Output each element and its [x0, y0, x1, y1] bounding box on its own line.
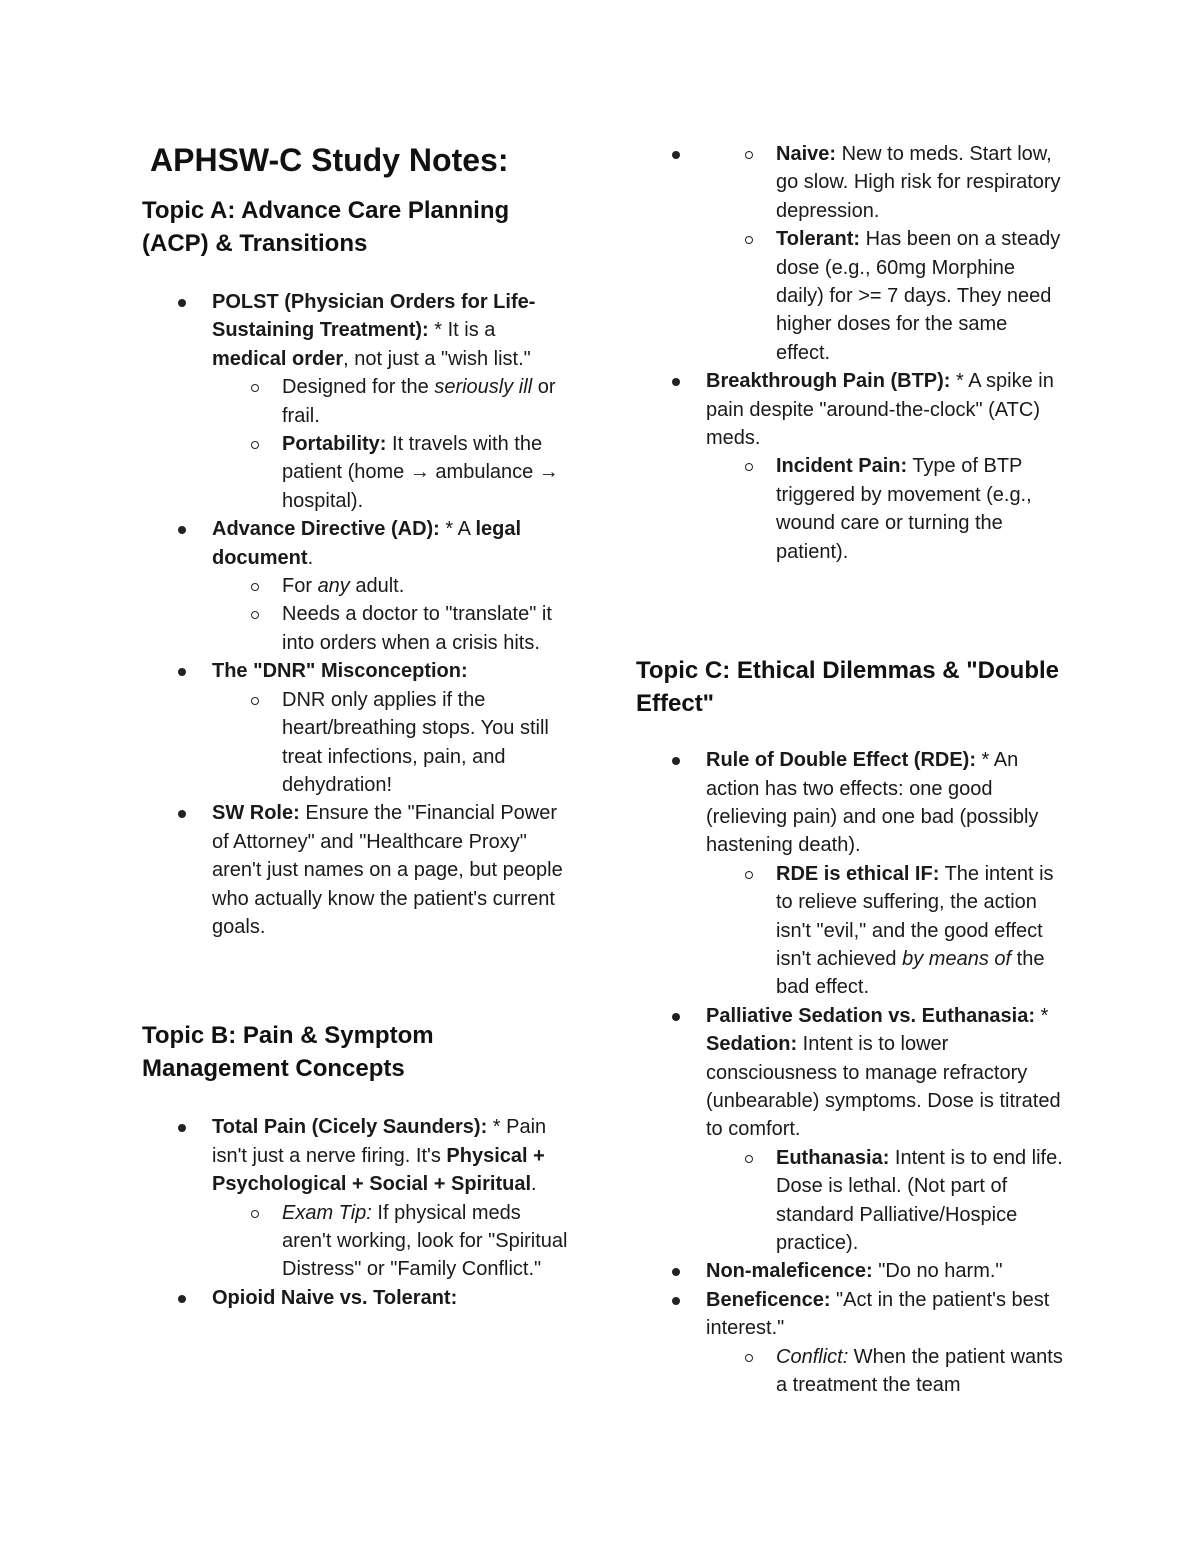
- list-item-tolerant: [706, 225, 1066, 367]
- list-item-ad-any: [212, 572, 572, 600]
- total-pain-text: * Pain isn't just a nerve firing. It's: [212, 1116, 547, 1167]
- polst-label: POLST (Physician Orders for Life-Sustaining Treatment):: [212, 291, 536, 342]
- rde-sublist: [636, 860, 1066, 1002]
- list-item-ad-translate: Needs a doctor to "translate" it into orders when a crisis hits.: [212, 600, 572, 657]
- total-pain-text-end: .: [531, 1173, 537, 1196]
- document-title: APHSW-C Study Notes:: [150, 142, 509, 178]
- sub-text-end: adult.: [349, 575, 405, 598]
- topic-b-list-continued: [636, 140, 1066, 566]
- list-item-incident-pain: [706, 452, 1066, 566]
- euthanasia-label: Euthanasia:: [776, 1146, 890, 1169]
- incident-pain-text: Type of BTP triggered by movement (e.g., wound care or turning the patient).: [776, 455, 1032, 563]
- list-item-beneficence: [636, 1286, 1066, 1400]
- rde-ethical-text-end: the bad effect.: [776, 947, 1045, 999]
- list-item-sedation: [636, 1002, 1066, 1258]
- list-item-non-maleficence: [636, 1257, 1066, 1285]
- dnr-label: The "DNR" Misconception:: [212, 660, 468, 683]
- list-item-ad: [142, 515, 572, 657]
- right-column: [636, 140, 1066, 1399]
- rde-label: Rule of Double Effect (RDE):: [706, 749, 976, 772]
- topic-a-list: [142, 288, 572, 941]
- list-item-total-pain: [142, 1113, 572, 1283]
- btp-label: Breakthrough Pain (BTP):: [706, 370, 951, 393]
- sw-label: SW Role:: [212, 802, 300, 825]
- polst-bold: medical order: [212, 347, 344, 370]
- sedation-bold: Sedation:: [706, 1033, 798, 1056]
- sedation-text-end: Intent is to lower consciousness to manage refractory (unbearable) symptoms. Dose is titrated to comfort.: [706, 1033, 1061, 1141]
- list-item-opioid: [142, 1284, 572, 1312]
- polst-text: * It is a: [428, 319, 496, 342]
- rde-text: * An action has two effects: one good (relieving pain) and one bad (possibly hastening death).: [706, 749, 1039, 857]
- topic-a-heading: Topic A: Advance Care Planning (ACP) & Transitions: [142, 197, 510, 257]
- topic-b-list: [142, 1113, 572, 1312]
- list-item-polst-designed: [212, 373, 572, 430]
- topic-b-heading: Topic B: Pain & Symptom Management Concepts: [142, 1022, 434, 1083]
- list-item-euthanasia: [706, 1144, 1066, 1258]
- list-item-rde-ethical: [706, 860, 1066, 1002]
- list-item-exam-tip: [212, 1199, 572, 1284]
- exam-tip-label: Exam Tip:: [282, 1201, 372, 1224]
- list-item-polst-portability: [212, 430, 572, 515]
- btp-text: * A spike in pain despite "around-the-clock" (ATC) meds.: [706, 370, 1054, 450]
- dnr-sublist: [142, 686, 572, 800]
- ad-bold: legal document: [212, 518, 522, 569]
- ad-sublist: [142, 572, 572, 657]
- rde-ethical-emphasis: by means of: [902, 947, 1012, 970]
- spacer: [636, 566, 1066, 654]
- nonmal-label: Non-maleficence:: [706, 1260, 873, 1283]
- sub-emphasis: seriously ill: [434, 376, 533, 399]
- nonmal-text: "Do no harm.": [872, 1260, 1003, 1283]
- naive-text: New to meds. Start low, go slow. High risk for respiratory depression.: [776, 143, 1061, 222]
- tolerant-text: Has been on a steady dose (e.g., 60mg Morphine daily) for >= 7 days. They need higher doses for the same effect.: [776, 228, 1061, 364]
- benef-text: "Act in the patient's best interest.": [706, 1288, 1050, 1340]
- list-item-rde: [636, 746, 1066, 1002]
- sedation-sublist: [636, 1144, 1066, 1258]
- sw-text: Ensure the "Financial Power of Attorney" and "Healthcare Proxy" aren't just names on a page, but people who actually know the patient's current goals.: [212, 802, 563, 938]
- opioid-sublist: [636, 140, 1066, 367]
- list-item-conflict: [706, 1343, 1066, 1400]
- total-pain-bold: Physical + Psychological + Social + Spiritual: [212, 1144, 545, 1196]
- exam-tip-text: If physical meds aren't working, look for "Spiritual Distress" or "Family Conflict.": [282, 1201, 568, 1281]
- polst-text-end: , not just a "wish list.": [343, 347, 531, 370]
- total-pain-sublist: [142, 1199, 572, 1284]
- list-item-opioid-continued: [636, 140, 1066, 367]
- btp-sublist: [636, 452, 1066, 566]
- sedation-text: *: [1035, 1004, 1049, 1027]
- opioid-label: Opioid Naive vs. Tolerant:: [212, 1286, 458, 1309]
- list-item-sw-role: [142, 799, 572, 941]
- list-item-polst: [142, 288, 572, 515]
- sub-text: Designed for the: [282, 376, 435, 399]
- left-column: [142, 140, 572, 1312]
- benef-sublist: [636, 1343, 1066, 1400]
- sub-emphasis: any: [317, 575, 350, 598]
- conflict-label: Conflict:: [776, 1345, 849, 1368]
- list-item-dnr: [142, 657, 572, 799]
- sub-text: For: [282, 575, 318, 598]
- total-pain-label: Total Pain (Cicely Saunders):: [212, 1116, 488, 1139]
- rde-ethical-text: The intent is to relieve suffering, the action isn't "evil," and the good effect isn't achieved: [776, 862, 1054, 970]
- spacer: [142, 941, 572, 1019]
- list-item-dnr-applies: DNR only applies if the heart/breathing stops. You still treat infections, pain, and dehydration!: [212, 686, 572, 800]
- ad-text: * A: [439, 518, 476, 541]
- topic-c-list: [636, 746, 1066, 1399]
- euthanasia-text: Intent is to end life. Dose is lethal. (Not part of standard Palliative/Hospice practice).: [776, 1146, 1063, 1254]
- sub-text: It travels with the patient (home → ambulance → hospital).: [282, 433, 559, 512]
- ad-text-end: .: [307, 546, 314, 569]
- rde-ethical-label: RDE is ethical IF:: [776, 862, 940, 885]
- sedation-label: Palliative Sedation vs. Euthanasia:: [706, 1004, 1036, 1027]
- sub-text-end: or frail.: [282, 376, 556, 427]
- tolerant-label: Tolerant:: [776, 228, 861, 251]
- list-item-btp: [636, 367, 1066, 566]
- ad-label: Advance Directive (AD):: [212, 518, 440, 541]
- list-item-naive: [706, 140, 1066, 225]
- polst-sublist: [142, 373, 572, 515]
- benef-label: Beneficence:: [706, 1288, 831, 1311]
- conflict-text: When the patient wants a treatment the team: [776, 1345, 1063, 1397]
- topic-c-heading: Topic C: Ethical Dilemmas & "Double Effect": [636, 657, 1059, 718]
- incident-pain-label: Incident Pain:: [776, 455, 908, 478]
- sub-label: Portability:: [282, 433, 387, 456]
- naive-label: Naive:: [776, 143, 837, 165]
